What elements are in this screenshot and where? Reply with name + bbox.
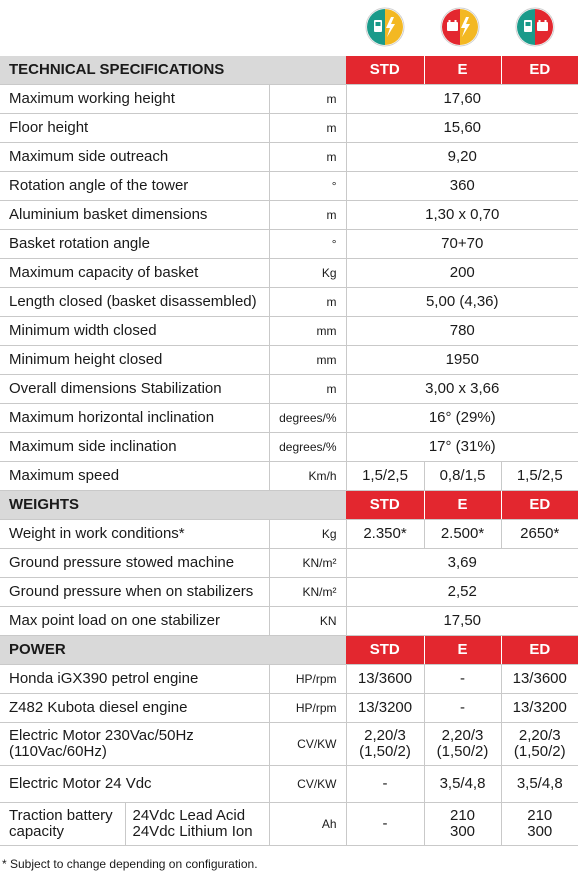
row-unit: m [269,143,346,172]
row-value: 17° (31%) [346,433,578,462]
row-value: 780 [346,317,578,346]
table-row [0,375,578,404]
row-unit: degrees/% [269,404,346,433]
row-label: Honda iGX390 petrol engine [0,665,269,694]
row-unit: m [269,201,346,230]
value-line: - [382,815,388,832]
value-line: 2,20/3 [441,727,484,744]
row-label: Maximum working height [0,85,269,114]
value-ed: 13/3200 [501,694,578,723]
value-line: 300 [449,823,476,840]
row-value: 1950 [346,346,578,375]
row-unit: mm [269,346,346,375]
row-label: Maximum side outreach [0,143,269,172]
value-e: - [424,665,501,694]
label-line: Electric Motor 230Vac/50Hz [9,727,194,744]
tech-header-row [0,56,578,85]
value-line: 2,20/3 [518,727,561,744]
row-unit: degrees/% [269,433,346,462]
row-label: Z482 Kubota diesel engine [0,694,269,723]
row-unit: ° [269,172,346,201]
value-line: 300 [527,823,553,840]
power-header-row [0,636,578,665]
table-row [0,230,578,259]
row-unit: KN [269,607,346,636]
table-row [0,259,578,288]
col-header-ed: ED [501,56,578,85]
value-e: - [424,694,501,723]
value-std [346,803,424,846]
row-label [0,803,125,846]
row-unit: m [269,85,346,114]
row-value: 9,20 [346,143,578,172]
row-label: Maximum side inclination [0,433,269,462]
section-title: TECHNICAL SPECIFICATIONS [0,56,346,85]
col-header-ed: ED [501,491,578,520]
battery-type: 24Vdc Lithium Ion [132,823,253,840]
row-label: Overall dimensions Stabilization [0,375,269,404]
label-line: capacity [9,823,65,840]
row-value: 70+70 [346,230,578,259]
value-line: 2,20/3 [364,727,406,744]
table-row [0,766,578,803]
value-ed: 13/3600 [501,665,578,694]
value-e: 2.500* [424,520,501,549]
table-row [0,607,578,636]
value-line: 210 [449,807,476,824]
row-label: Maximum capacity of basket [0,259,269,288]
value-std: 2.350* [346,520,424,549]
table-row [0,462,578,491]
row-value: 3,00 x 3,66 [346,375,578,404]
row-label: Aluminium basket dimensions [0,201,269,230]
row-label: Max point load on one stabilizer [0,607,269,636]
table-row [0,404,578,433]
value-e: 3,5/4,8 [424,766,501,803]
row-unit: m [269,114,346,143]
col-header-e: E [424,636,501,665]
table-row [0,665,578,694]
col-header-std: STD [346,491,424,520]
table-row [0,723,578,766]
row-unit: KN/m² [269,549,346,578]
row-label: Rotation angle of the tower [0,172,269,201]
row-unit: Kg [269,259,346,288]
value-e [424,803,501,846]
table-row [0,172,578,201]
row-value: 3,69 [346,549,578,578]
row-value: 16° (29%) [346,404,578,433]
value-std [346,723,424,766]
row-label: Ground pressure stowed machine [0,549,269,578]
row-unit: HP/rpm [269,694,346,723]
power-type-icons [345,4,578,56]
table-row [0,578,578,607]
row-label [0,723,269,766]
table-row [0,346,578,375]
row-label: Basket rotation angle [0,230,269,259]
hybrid-dc-icon [515,7,555,47]
row-unit: m [269,375,346,404]
row-unit: CV/KW [269,766,346,803]
row-unit: m [269,288,346,317]
value-std: 1,5/2,5 [346,462,424,491]
row-value: 15,60 [346,114,578,143]
value-ed [501,803,578,846]
label-line: (110Vac/60Hz) [9,743,107,760]
value-ed [501,723,578,766]
table-row [0,694,578,723]
footnote: * Subject to change depending on configuration. [2,857,258,871]
col-header-e: E [424,491,501,520]
row-label: Length closed (basket disassembled) [0,288,269,317]
row-unit: ° [269,230,346,259]
col-header-ed: ED [501,636,578,665]
value-e: 0,8/1,5 [424,462,501,491]
section-title: WEIGHTS [0,491,346,520]
table-row [0,114,578,143]
table-row [0,288,578,317]
row-value: 17,60 [346,85,578,114]
table-row [0,803,578,846]
value-line: 210 [527,807,553,824]
battery-type: 24Vdc Lead Acid [132,807,246,824]
table-row [0,433,578,462]
battery-ac-icon [440,7,480,47]
row-unit: mm [269,317,346,346]
row-unit: HP/rpm [269,665,346,694]
row-value: 17,50 [346,607,578,636]
row-unit: Ah [269,803,346,846]
row-value: 360 [346,172,578,201]
row-value: 2,52 [346,578,578,607]
row-unit: CV/KW [269,723,346,766]
table-row [0,549,578,578]
row-unit: Km/h [269,462,346,491]
row-label: Electric Motor 24 Vdc [0,766,269,803]
col-header-e: E [424,56,501,85]
table-row [0,201,578,230]
row-label: Floor height [0,114,269,143]
battery-types [125,803,269,846]
table-row [0,143,578,172]
table-row [0,317,578,346]
col-header-std: STD [346,636,424,665]
label-line: Traction battery [9,807,113,824]
row-label: Minimum height closed [0,346,269,375]
value-line: (1,50/2) [359,743,411,760]
row-value: 200 [346,259,578,288]
value-std: - [346,766,424,803]
value-e [424,723,501,766]
table-row [0,85,578,114]
table-row [0,520,578,549]
row-unit: KN/m² [269,578,346,607]
hybrid-ac-icon [365,7,405,47]
row-unit: Kg [269,520,346,549]
section-title: POWER [0,636,346,665]
row-label: Minimum width closed [0,317,269,346]
value-ed: 1,5/2,5 [501,462,578,491]
value-std: 13/3600 [346,665,424,694]
value-line: (1,50/2) [513,743,566,760]
weights-header-row [0,491,578,520]
row-value: 1,30 x 0,70 [346,201,578,230]
spec-table [0,56,578,846]
row-label: Maximum speed [0,462,269,491]
value-ed: 3,5/4,8 [501,766,578,803]
col-header-std: STD [346,56,424,85]
value-ed: 2650* [501,520,578,549]
row-value: 5,00 (4,36) [346,288,578,317]
value-line: (1,50/2) [436,743,489,760]
row-label: Ground pressure when on stabilizers [0,578,269,607]
row-label: Weight in work conditions* [0,520,269,549]
value-std: 13/3200 [346,694,424,723]
row-label: Maximum horizontal inclination [0,404,269,433]
